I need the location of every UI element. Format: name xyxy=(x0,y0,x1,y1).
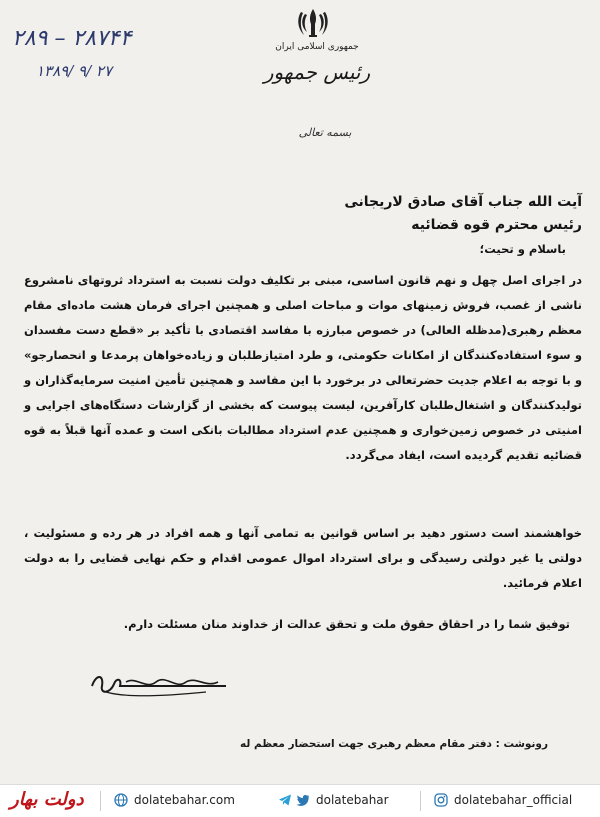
header-title: رئیس جمهور xyxy=(263,60,371,84)
iran-emblem-icon xyxy=(296,6,330,40)
body-paragraph-2: خواهشمند است دستور دهید بر اساس قوانین به تمامی آنها و همه افراد در هر رده و مسئولیت ، دولتی یا غیر دولتی رسیدگی و برای استرداد اموال عمومی اقدام و حکم نهایی قضایی را به دولت اعلام فرمائید. xyxy=(24,526,582,590)
twitter-icon xyxy=(296,793,310,807)
telegram-icon xyxy=(278,793,292,807)
carbon-copy-note: رونوشت : دفتر مقام معظم رهبری جهت استحضار معظم له xyxy=(240,738,548,750)
reference-number: ۲۸۹ – ۲۸۷۴۴ xyxy=(12,26,132,51)
social-handle-text: dolatebahar xyxy=(316,793,389,807)
globe-icon xyxy=(114,793,128,807)
footer-bar xyxy=(0,784,600,817)
handwritten-signature xyxy=(86,664,236,704)
body-paragraph-3: توفیق شما را در احقاق حقوق ملت و تحقق عدالت از خداوند منان مسئلت دارم. xyxy=(123,617,570,631)
instagram-icon xyxy=(434,793,448,807)
addressee-title: رئیس محترم قوه قضائیه xyxy=(411,217,582,233)
footer-divider xyxy=(100,791,101,811)
brand-logo[interactable]: دولت بهار xyxy=(10,789,84,810)
addressee-name: آیت الله جناب آقای صادق لاریجانی xyxy=(344,194,582,210)
website-text: dolatebahar.com xyxy=(134,793,235,807)
reference-date: ۱۳۸۹/ ۹/ ۲۷ xyxy=(36,62,113,80)
header-country-line: جمهوری اسلامی ایران xyxy=(275,42,359,52)
instagram-handle-text: dolatebahar_official xyxy=(454,793,573,807)
invocation: بسمه تعالی xyxy=(298,126,352,139)
instagram-link[interactable] xyxy=(434,793,572,807)
body-paragraph-1: در اجرای اصل چهل و نهم قانون اساسی، مبنی بر تکلیف دولت نسبت به استرداد ثروتهای نامشروع ناشی از غصب، فروش زمینهای موات و مباحات اصلی و همچنین اجرای فرمان هشت ماده‌ای مقام معظم رهبری(مدظله العالی) در خصوص مبارزه با مفاسد اقتصادی با تأکید بر «قطع دست مفسدان و سوء استفاده‌کنندگان از امکانات حکومتی، و طرد امتیازطلبان و زیاده‌خواهان پرمدعا و انحصارجو» و با توجه به اعلام جدیت حضرتعالی در برخورد با این مفاسد و همچنین تأمین امنیت سرمایه‌گذاران و تولیدکنندگان و اشتغال‌طلبان کارآفرین، لیست پیوست که بخشی از گزارشات دستگاه‌های اجرایی و امنیتی در خصوص زمین‌خواری و همچنین عدم استرداد مطالبات بانکی است و عمده آنها قبلاً به قوه قضائیه تقدیم گردیده است، ایفاد می‌گردد. xyxy=(24,273,582,462)
social-link[interactable] xyxy=(278,793,389,807)
footer-divider xyxy=(420,791,421,811)
website-link[interactable] xyxy=(114,793,235,807)
greeting: باسلام و تحیت؛ xyxy=(479,242,566,256)
